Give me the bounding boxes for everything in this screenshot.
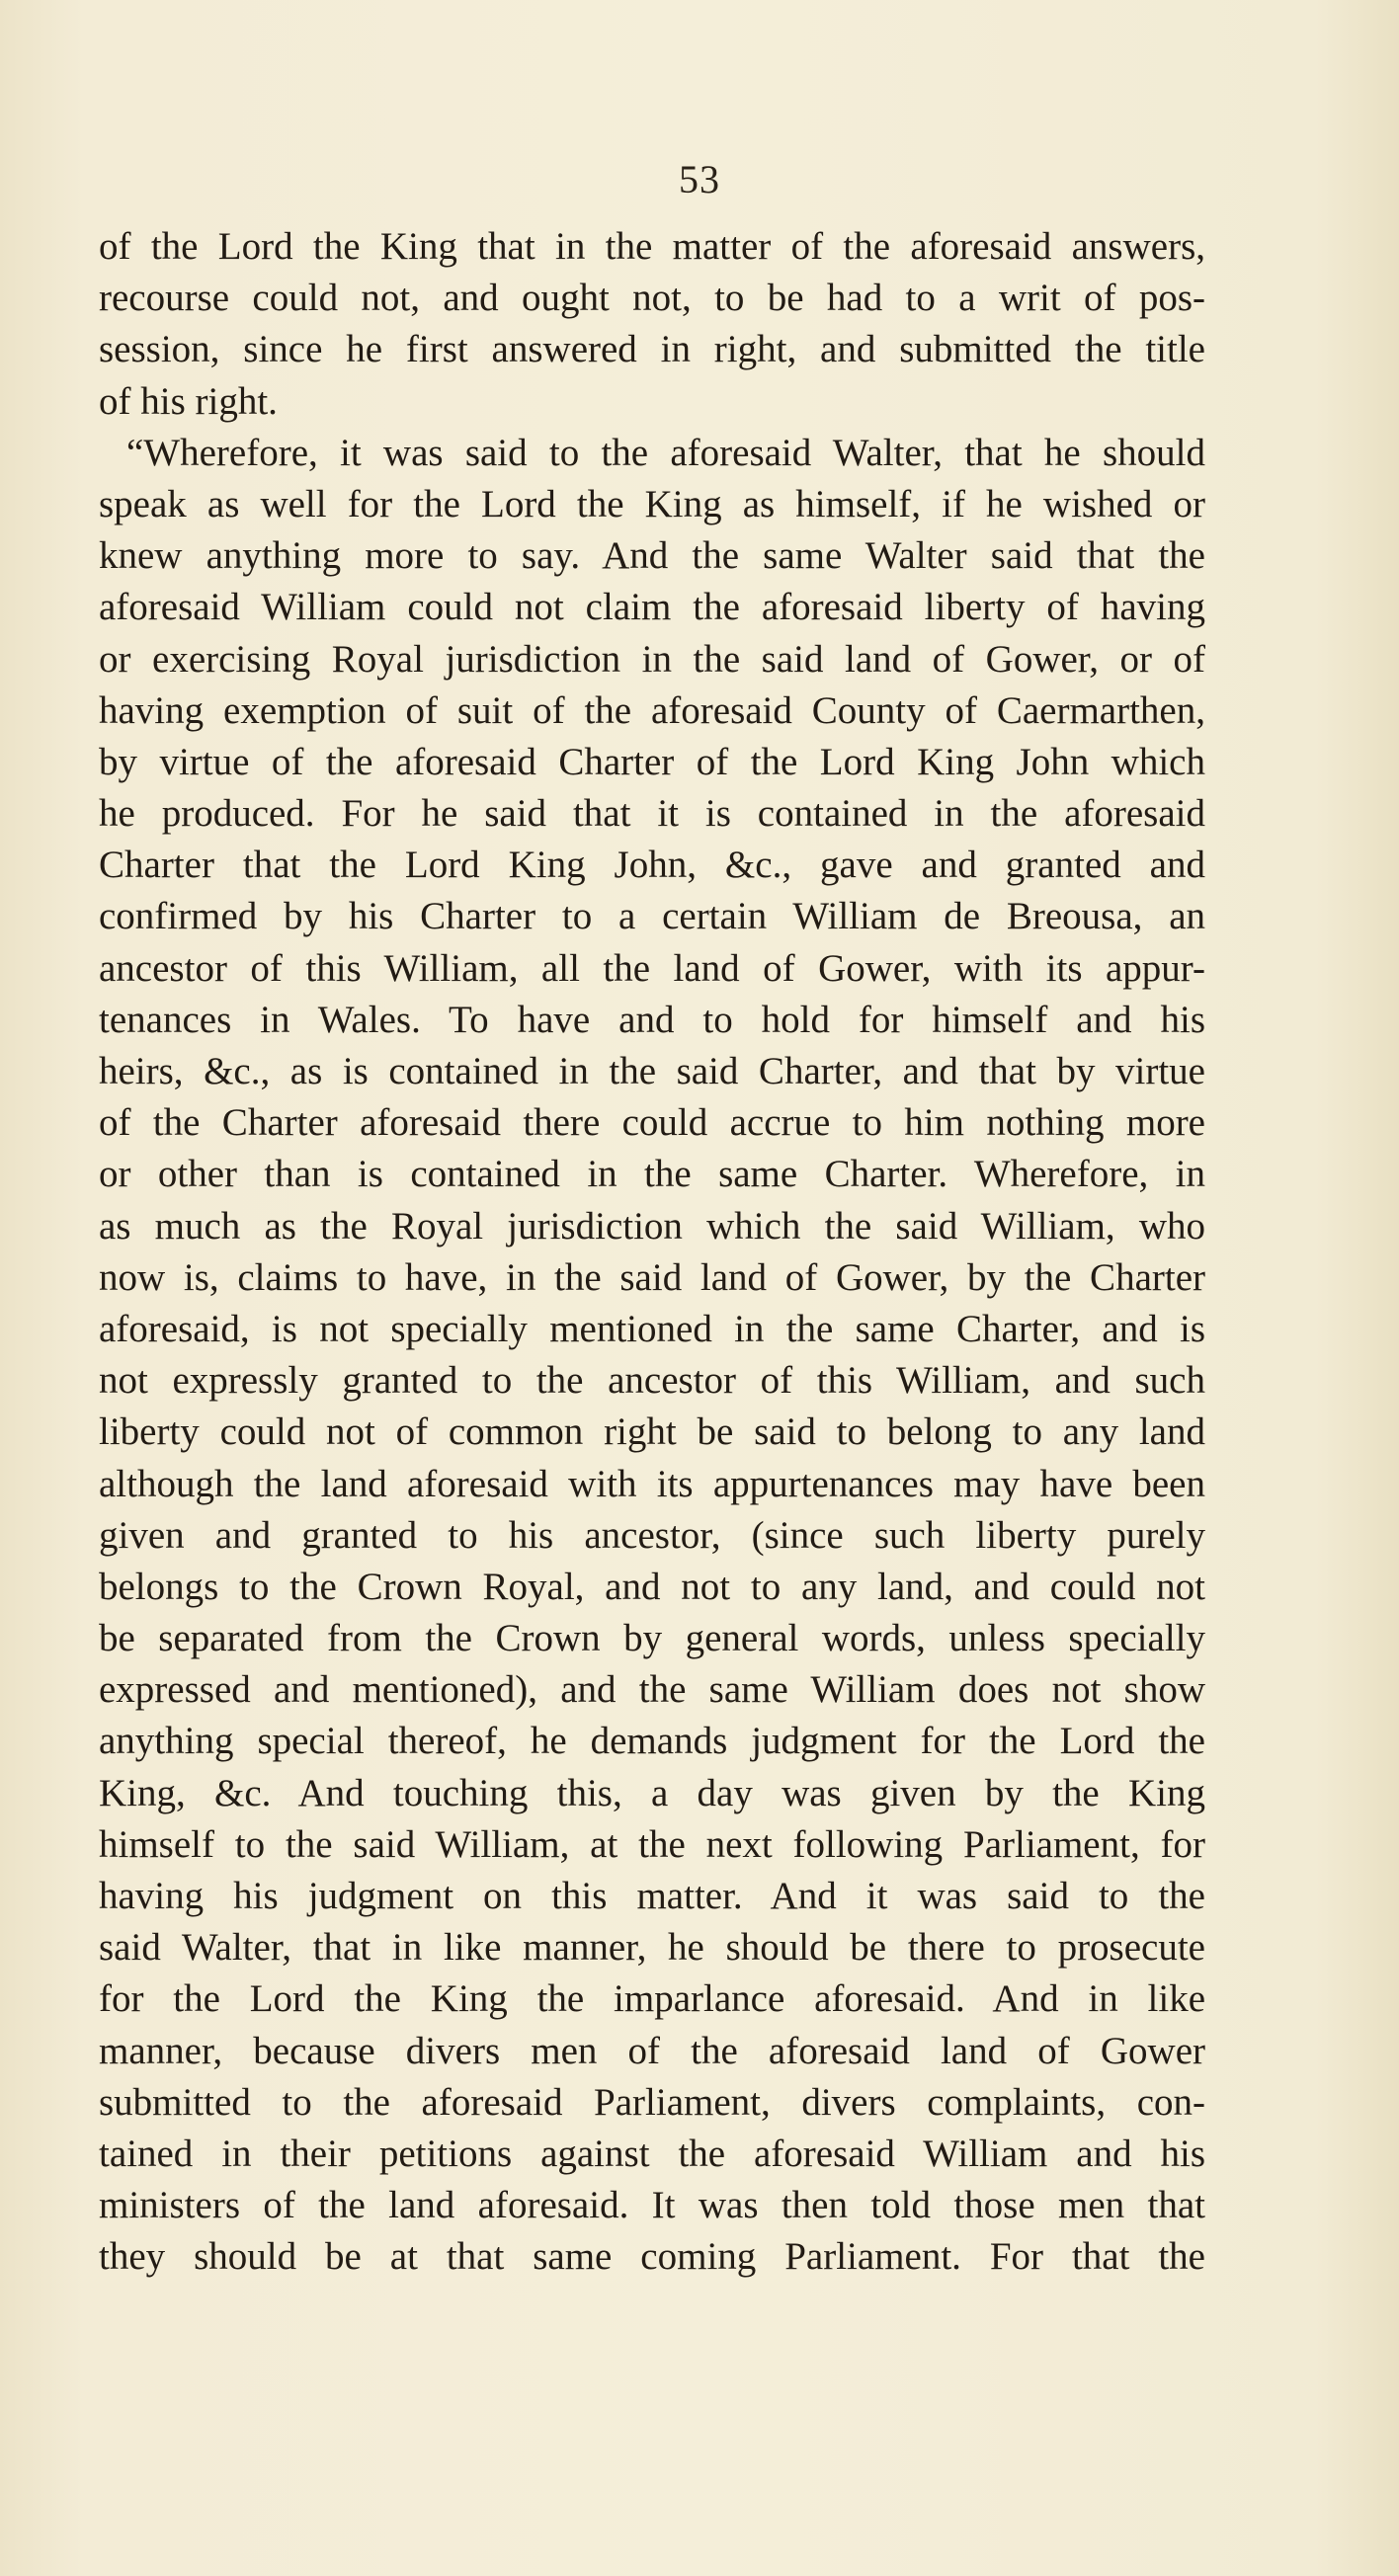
text-line: confirmed by his Charter to a certain William de Breousa, an: [99, 895, 1205, 938]
text-line: given and granted to his ancestor, (since such liberty purely: [99, 1513, 1205, 1557]
text-line: session, since he first answered in right, and submitted the title: [99, 328, 1205, 371]
text-line: King, &c. And touching this, a day was given by the King: [99, 1771, 1205, 1814]
text-line: or other than is contained in the same Charter. Wherefore, in: [99, 1153, 1205, 1196]
text-line: not expressly granted to the ancestor of this William, and such: [99, 1359, 1205, 1403]
text-line: having his judgment on this matter. And it was said to the: [99, 1875, 1205, 1917]
text-line: manner, because divers men of the aforesaid land of Gower: [99, 2029, 1205, 2072]
text-line: although the land aforesaid with its appurtenances may have been: [99, 1462, 1205, 1505]
text-line: aforesaid William could not claim the aforesaid liberty of having: [99, 586, 1205, 629]
body-text: [99, 221, 1205, 2284]
text-line: be separated from the Crown by general words, unless specially: [99, 1617, 1205, 1660]
text-line: he produced. For he said that it is contained in the aforesaid: [99, 792, 1205, 836]
text-line: of the Charter aforesaid there could accrue to him nothing more: [99, 1101, 1205, 1145]
text-line: they should be at that same coming Parliament. For that the: [99, 2235, 1205, 2279]
text-line: now is, claims to have, in the said land of Gower, by the Charter: [99, 1255, 1205, 1299]
text-line: as much as the Royal jurisdiction which the said William, who: [99, 1204, 1205, 1248]
text-line: aforesaid, is not specially mentioned in the same Charter, and is: [99, 1307, 1205, 1350]
text-line: himself to the said William, at the next following Parliament, for: [99, 1822, 1205, 1866]
text-line: or exercising Royal jurisdiction in the said land of Gower, or of: [99, 637, 1205, 681]
text-line: ministers of the land aforesaid. It was then told those men that: [99, 2184, 1205, 2227]
text-line: by virtue of the aforesaid Charter of the Lord King John which: [99, 740, 1205, 783]
text-line: “Wherefore, it was said to the aforesaid Walter, that he should: [126, 431, 1205, 474]
text-line: of his right.: [99, 379, 278, 423]
text-line: knew anything more to say. And the same Walter said that the: [99, 534, 1205, 578]
text-line: recourse could not, and ought not, to be had to a writ of pos-: [99, 277, 1205, 320]
text-line: expressed and mentioned), and the same William does not show: [99, 1668, 1205, 1712]
text-line: speak as well for the Lord the King as himself, if he wished or: [99, 482, 1205, 525]
text-line: liberty could not of common right be said to belong to any land: [99, 1410, 1205, 1454]
text-line: heirs, &c., as is contained in the said Charter, and that by virtue: [99, 1050, 1205, 1092]
text-line: anything special thereof, he demands judgment for the Lord the: [99, 1720, 1205, 1763]
text-line: for the Lord the King the imparlance aforesaid. And in like: [99, 1977, 1205, 2021]
text-line: having exemption of suit of the aforesaid County of Caermarthen,: [99, 688, 1205, 732]
page-number: 53: [679, 157, 720, 201]
text-line: of the Lord the King that in the matter of the aforesaid answers,: [99, 225, 1205, 268]
text-line: ancestor of this William, all the land of Gower, with its appur-: [99, 946, 1205, 990]
text-line: submitted to the aforesaid Parliament, divers complaints, con-: [99, 2080, 1205, 2124]
text-line: belongs to the Crown Royal, and not to any land, and could not: [99, 1565, 1205, 1608]
text-line: said Walter, that in like manner, he should be there to prosecute: [99, 1926, 1205, 1970]
text-line: tenances in Wales. To have and to hold for himself and his: [99, 998, 1205, 1041]
text-line: tained in their petitions against the aforesaid William and his: [99, 2132, 1205, 2175]
text-line: Charter that the Lord King John, &c., gave and granted and: [99, 844, 1205, 887]
